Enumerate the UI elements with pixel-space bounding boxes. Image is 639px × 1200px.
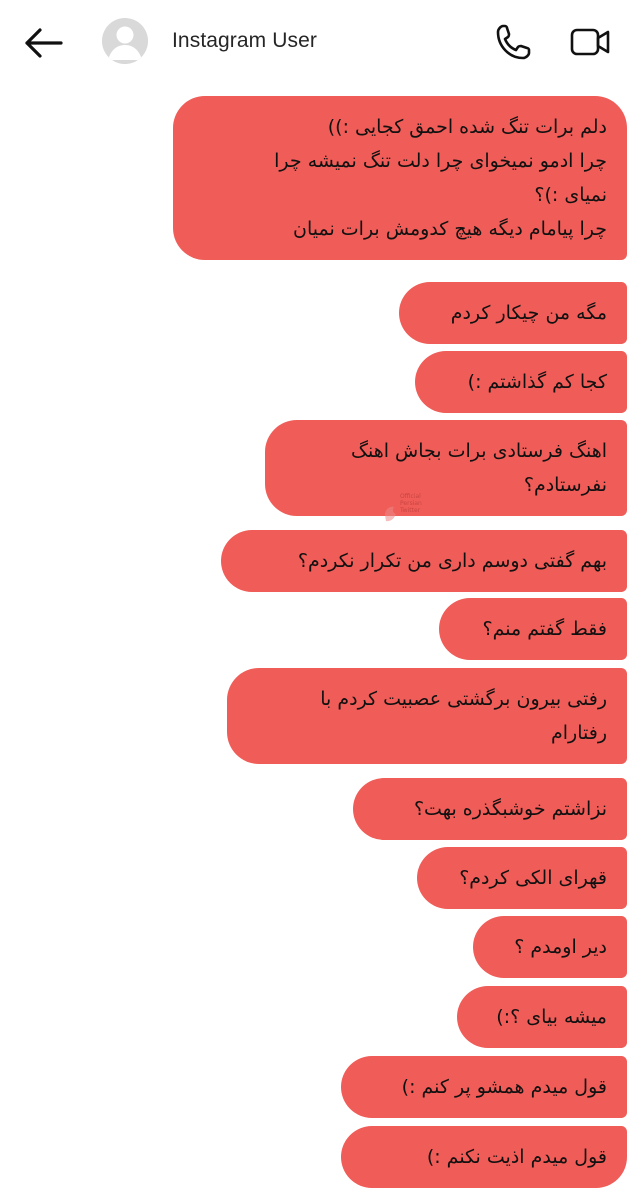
back-button[interactable] <box>22 24 64 62</box>
default-avatar-icon <box>102 18 148 64</box>
watermark-line: Official <box>400 493 421 500</box>
message-bubble[interactable]: قول میدم اذیت نکنم :) <box>341 1126 627 1188</box>
message-bubble[interactable]: کجا کم گذاشتم :) <box>415 351 627 413</box>
arrow-left-icon <box>23 27 63 59</box>
chat-title[interactable]: Instagram User <box>172 29 317 52</box>
message-bubble[interactable]: دلم برات تنگ شده احمق کجایی :)) چرا ادمو نمیخوای چرا دلت تنگ نمیشه چرا نمیای :)؟ چرا پیامام دیگه هیچ کدومش برات نمیان <box>173 96 627 260</box>
watermark <box>382 493 442 533</box>
avatar[interactable] <box>102 18 148 64</box>
message-bubble[interactable]: قول میدم همشو پر کنم :) <box>341 1056 627 1118</box>
phone-icon <box>494 22 532 62</box>
message-bubble[interactable]: بهم گفتی دوسم داری من تکرار نکردم؟ <box>221 530 627 592</box>
bird-logo-icon <box>382 501 400 527</box>
message-bubble[interactable]: فقط گفتم منم؟ <box>439 598 627 660</box>
message-bubble[interactable]: قهرای الکی کردم؟ <box>417 847 627 909</box>
message-bubble[interactable]: نزاشتم خوشبگذره بهت؟ <box>353 778 627 840</box>
message-bubble[interactable]: اهنگ فرستادی برات بجاش اهنگ نفرستادم؟ <box>265 420 627 516</box>
video-camera-icon <box>569 24 611 60</box>
watermark-line: Twitter <box>400 507 421 514</box>
chat-header <box>0 0 639 86</box>
message-bubble[interactable]: رفتی بیرون برگشتی عصبیت کردم با رفتارام <box>227 668 627 764</box>
audio-call-button[interactable] <box>494 22 532 62</box>
watermark-line: Persian <box>400 500 422 507</box>
message-bubble[interactable]: مگه من چیکار کردم <box>399 282 627 344</box>
message-bubble[interactable]: میشه بیای ؟:) <box>457 986 627 1048</box>
message-bubble[interactable]: دیر اومدم ؟ <box>473 916 627 978</box>
video-call-button[interactable] <box>569 24 611 60</box>
